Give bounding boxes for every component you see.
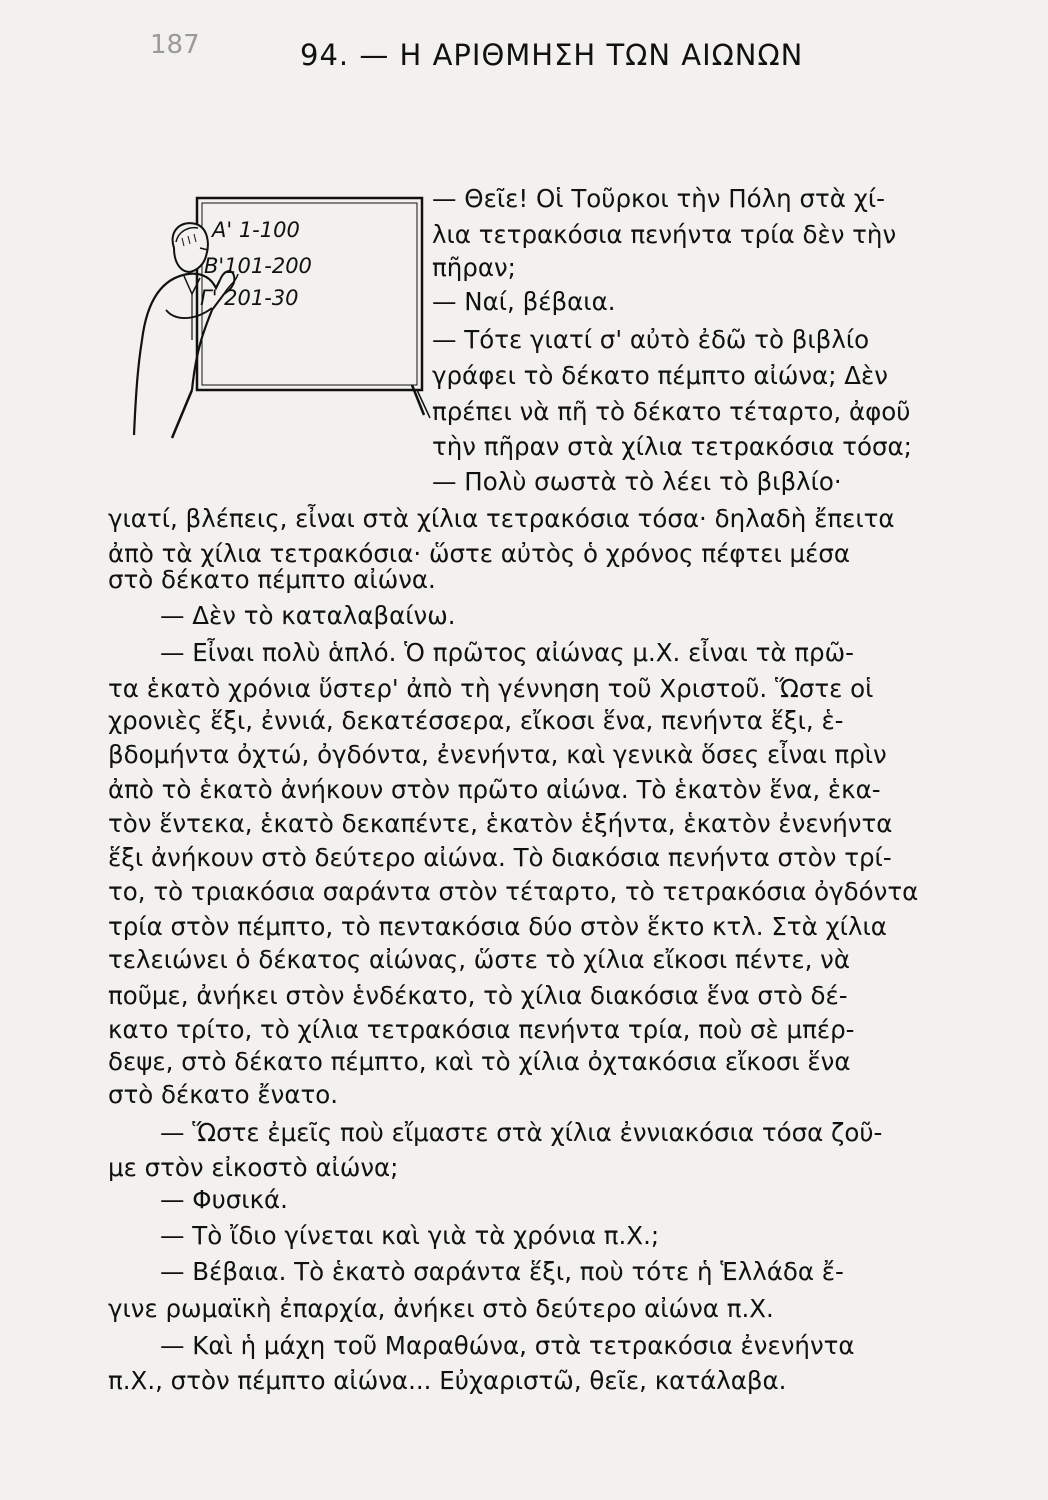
text-line: πῆραν; — [432, 253, 516, 282]
text-line: χρονιὲς ἕξι, ἐννιά, δεκατέσσερα, εἴκοσι ἕνα, πενήντα ἕξι, ἑ- — [108, 706, 844, 735]
text-line: — Βέβαια. Τὸ ἑκατὸ σαράντα ἕξι, ποὺ τότε ἡ Ἑλλάδα ἔ- — [160, 1257, 844, 1286]
text-line: τελειώνει ὁ δέκατος αἰώνας, ὥστε τὸ χίλια εἴκοσι πέντε, νὰ — [108, 945, 850, 974]
text-line: π.Χ., στὸν πέμπτο αἰώνα... Εὐχαριστῶ, θεῖε, κατάλαβα. — [108, 1366, 787, 1395]
text-line: ἕξι ἀνήκουν στὸ δεύτερο αἰώνα. Τὸ διακόσια πενήντα στὸν τρί- — [108, 843, 892, 872]
text-line: — Καὶ ἡ μάχη τοῦ Μαραθώνα, στὰ τετρακόσια ἐνενήντα — [160, 1331, 855, 1360]
page-title: 94. — Η ΑΡΙΘΜΗΣΗ ΤΩΝ ΑΙΩΝΩΝ — [300, 38, 804, 72]
text-line: ἀπὸ τὰ χίλια τετρακόσια· ὥστε αὐτὸς ὁ χρόνος πέφτει μέσα — [108, 539, 851, 568]
text-line: — Ναί, βέβαια. — [432, 287, 616, 316]
text-line: πρέπει νὰ πῆ τὸ δέκατο τέταρτο, ἀφοῦ — [432, 397, 911, 426]
text-line: γινε ρωμαϊκὴ ἐπαρχία, ἀνήκει στὸ δεύτερο αἰώνα π.Χ. — [108, 1294, 774, 1323]
text-line: — Δὲν τὸ καταλαβαίνω. — [160, 601, 456, 630]
text-line: τὸν ἕντεκα, ἑκατὸ δεκαπέντε, ἑκατὸν ἑξήντα, ἑκατὸν ἐνενήντα — [108, 809, 893, 838]
text-line: — Εἶναι πολὺ ἁπλό. Ὁ πρῶτος αἰώνας μ.Χ. εἶναι τὰ πρῶ- — [160, 638, 854, 667]
text-line: βδομήντα ὀχτώ, ὀγδόντα, ἐνενήντα, καὶ γενικὰ ὅσες εἶναι πρὶν — [108, 740, 887, 769]
text-line: στὸ δέκατο πέμπτο αἰώνα. — [108, 565, 436, 594]
text-line: — Τὸ ἴδιο γίνεται καὶ γιὰ τὰ χρόνια π.Χ.; — [160, 1221, 660, 1250]
board-line-3: Γ' 201-30 — [200, 286, 299, 310]
text-line: — Ὥστε ἐμεῖς ποὺ εἴμαστε στὰ χίλια ἐννιακόσια τόσα ζοῦ- — [160, 1118, 883, 1147]
teacher-chalkboard-illustration — [112, 190, 442, 440]
text-line: το, τὸ τριακόσια σαράντα στὸν τέταρτο, τὸ τετρακόσια ὀγδόντα — [108, 877, 919, 906]
text-line: γράφει τὸ δέκατο πέμπτο αἰώνα; Δὲν — [432, 361, 888, 390]
teacher-chalkboard-drawing — [112, 190, 442, 440]
text-line: — Πολὺ σωστὰ τὸ λέει τὸ βιβλίο· — [432, 467, 842, 496]
text-line: δεψε, στὸ δέκατο πέμπτο, καὶ τὸ χίλια ὀχτακόσια εἴκοσι ἕνα — [108, 1047, 851, 1076]
text-line: τὴν πῆραν στὰ χίλια τετρακόσια τόσα; — [432, 432, 912, 461]
text-line: — Τότε γιατί σ' αὐτὸ ἐδῶ τὸ βιβλίο — [432, 325, 870, 354]
board-line-1: Α' 1-100 — [212, 218, 300, 242]
text-line: κατο τρίτο, τὸ χίλια τετρακόσια πενήντα τρία, ποὺ σὲ μπέρ- — [108, 1015, 855, 1044]
text-line: τα ἑκατὸ χρόνια ὕστερ' ἀπὸ τὴ γέννηση τοῦ Χριστοῦ. Ὥστε οἱ — [108, 674, 874, 703]
text-line: λια τετρακόσια πενήντα τρία δὲν τὴν — [432, 220, 897, 249]
text-line: με στὸν εἰκοστὸ αἰώνα; — [108, 1153, 399, 1182]
text-line: στὸ δέκατο ἔνατο. — [108, 1080, 339, 1109]
text-line: γιατί, βλέπεις, εἶναι στὰ χίλια τετρακόσια τόσα· δηλαδὴ ἔπειτα — [108, 504, 895, 533]
text-line: τρία στὸν πέμπτο, τὸ πεντακόσια δύο στὸν ἕκτο κτλ. Στὰ χίλια — [108, 912, 887, 941]
text-line: ποῦμε, ἀνήκει στὸν ἑνδέκατο, τὸ χίλια διακόσια ἕνα στὸ δέ- — [108, 981, 848, 1010]
text-line: — Θεῖε! Οἱ Τοῦρκοι τὴν Πόλη στὰ χί- — [432, 184, 885, 213]
text-line: ἀπὸ τὸ ἑκατὸ ἀνήκουν στὸν πρῶτο αἰώνα. Τὸ ἑκατὸν ἕνα, ἑκα- — [108, 775, 881, 804]
page-number: 187 — [150, 30, 200, 60]
board-line-2: Β'101-200 — [204, 254, 312, 278]
text-line: — Φυσικά. — [160, 1185, 288, 1214]
